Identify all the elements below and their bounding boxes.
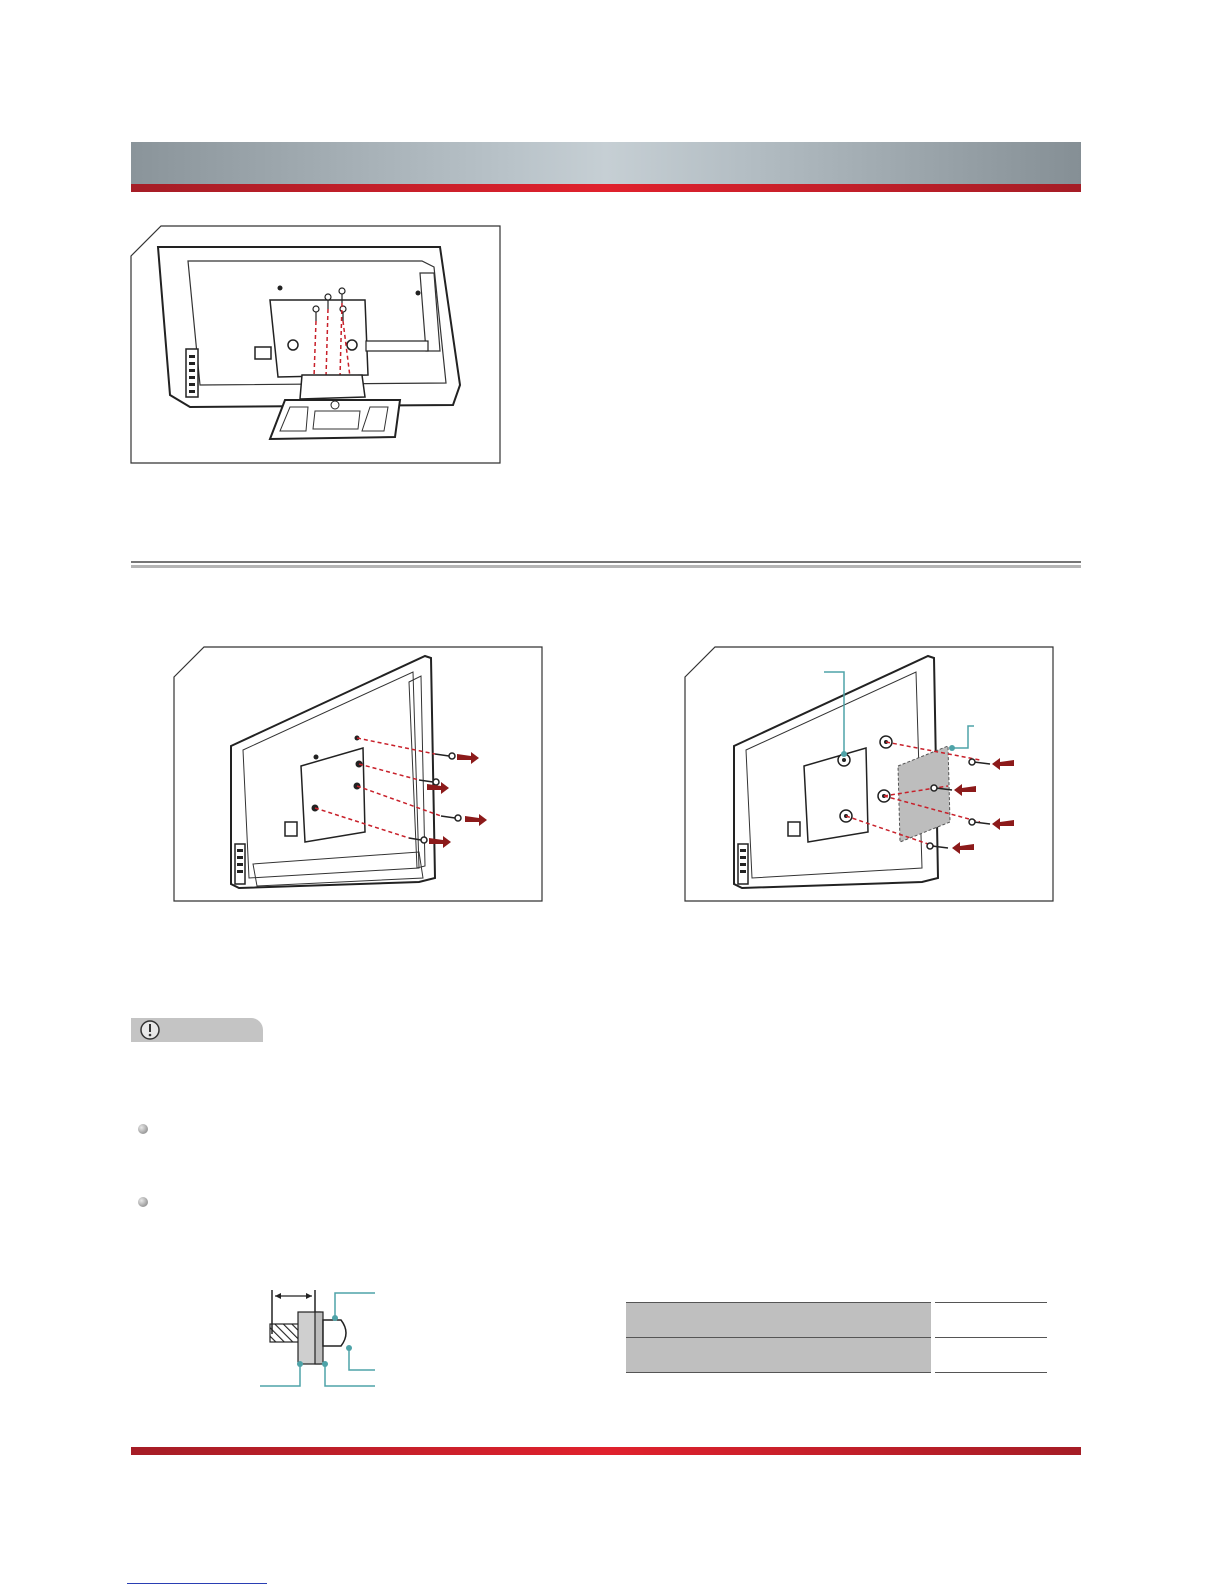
header-accent-stripe xyxy=(131,184,1081,192)
table-row xyxy=(626,1303,1047,1338)
table-cell-value xyxy=(933,1303,1047,1338)
screw-spec-table xyxy=(626,1302,1047,1373)
caution-icon xyxy=(139,1019,161,1041)
bullet-marker xyxy=(138,1124,148,1134)
table-cell-label xyxy=(626,1303,933,1338)
figure-attach-wall-mount xyxy=(684,646,1055,903)
caution-badge xyxy=(131,1018,263,1042)
footer-accent-stripe xyxy=(131,1447,1081,1455)
table-cell-label xyxy=(626,1338,933,1373)
section-divider xyxy=(131,561,1081,563)
bullet-marker xyxy=(138,1197,148,1207)
table-row xyxy=(626,1338,1047,1373)
section-divider-light xyxy=(131,565,1081,568)
footer-link-underline[interactable] xyxy=(127,1583,267,1584)
screw-length-diagram xyxy=(255,1288,380,1388)
figure-remove-screws xyxy=(173,646,544,903)
table-cell-value xyxy=(933,1338,1047,1373)
header-bar xyxy=(131,142,1081,184)
figure-remove-stand xyxy=(130,225,502,465)
